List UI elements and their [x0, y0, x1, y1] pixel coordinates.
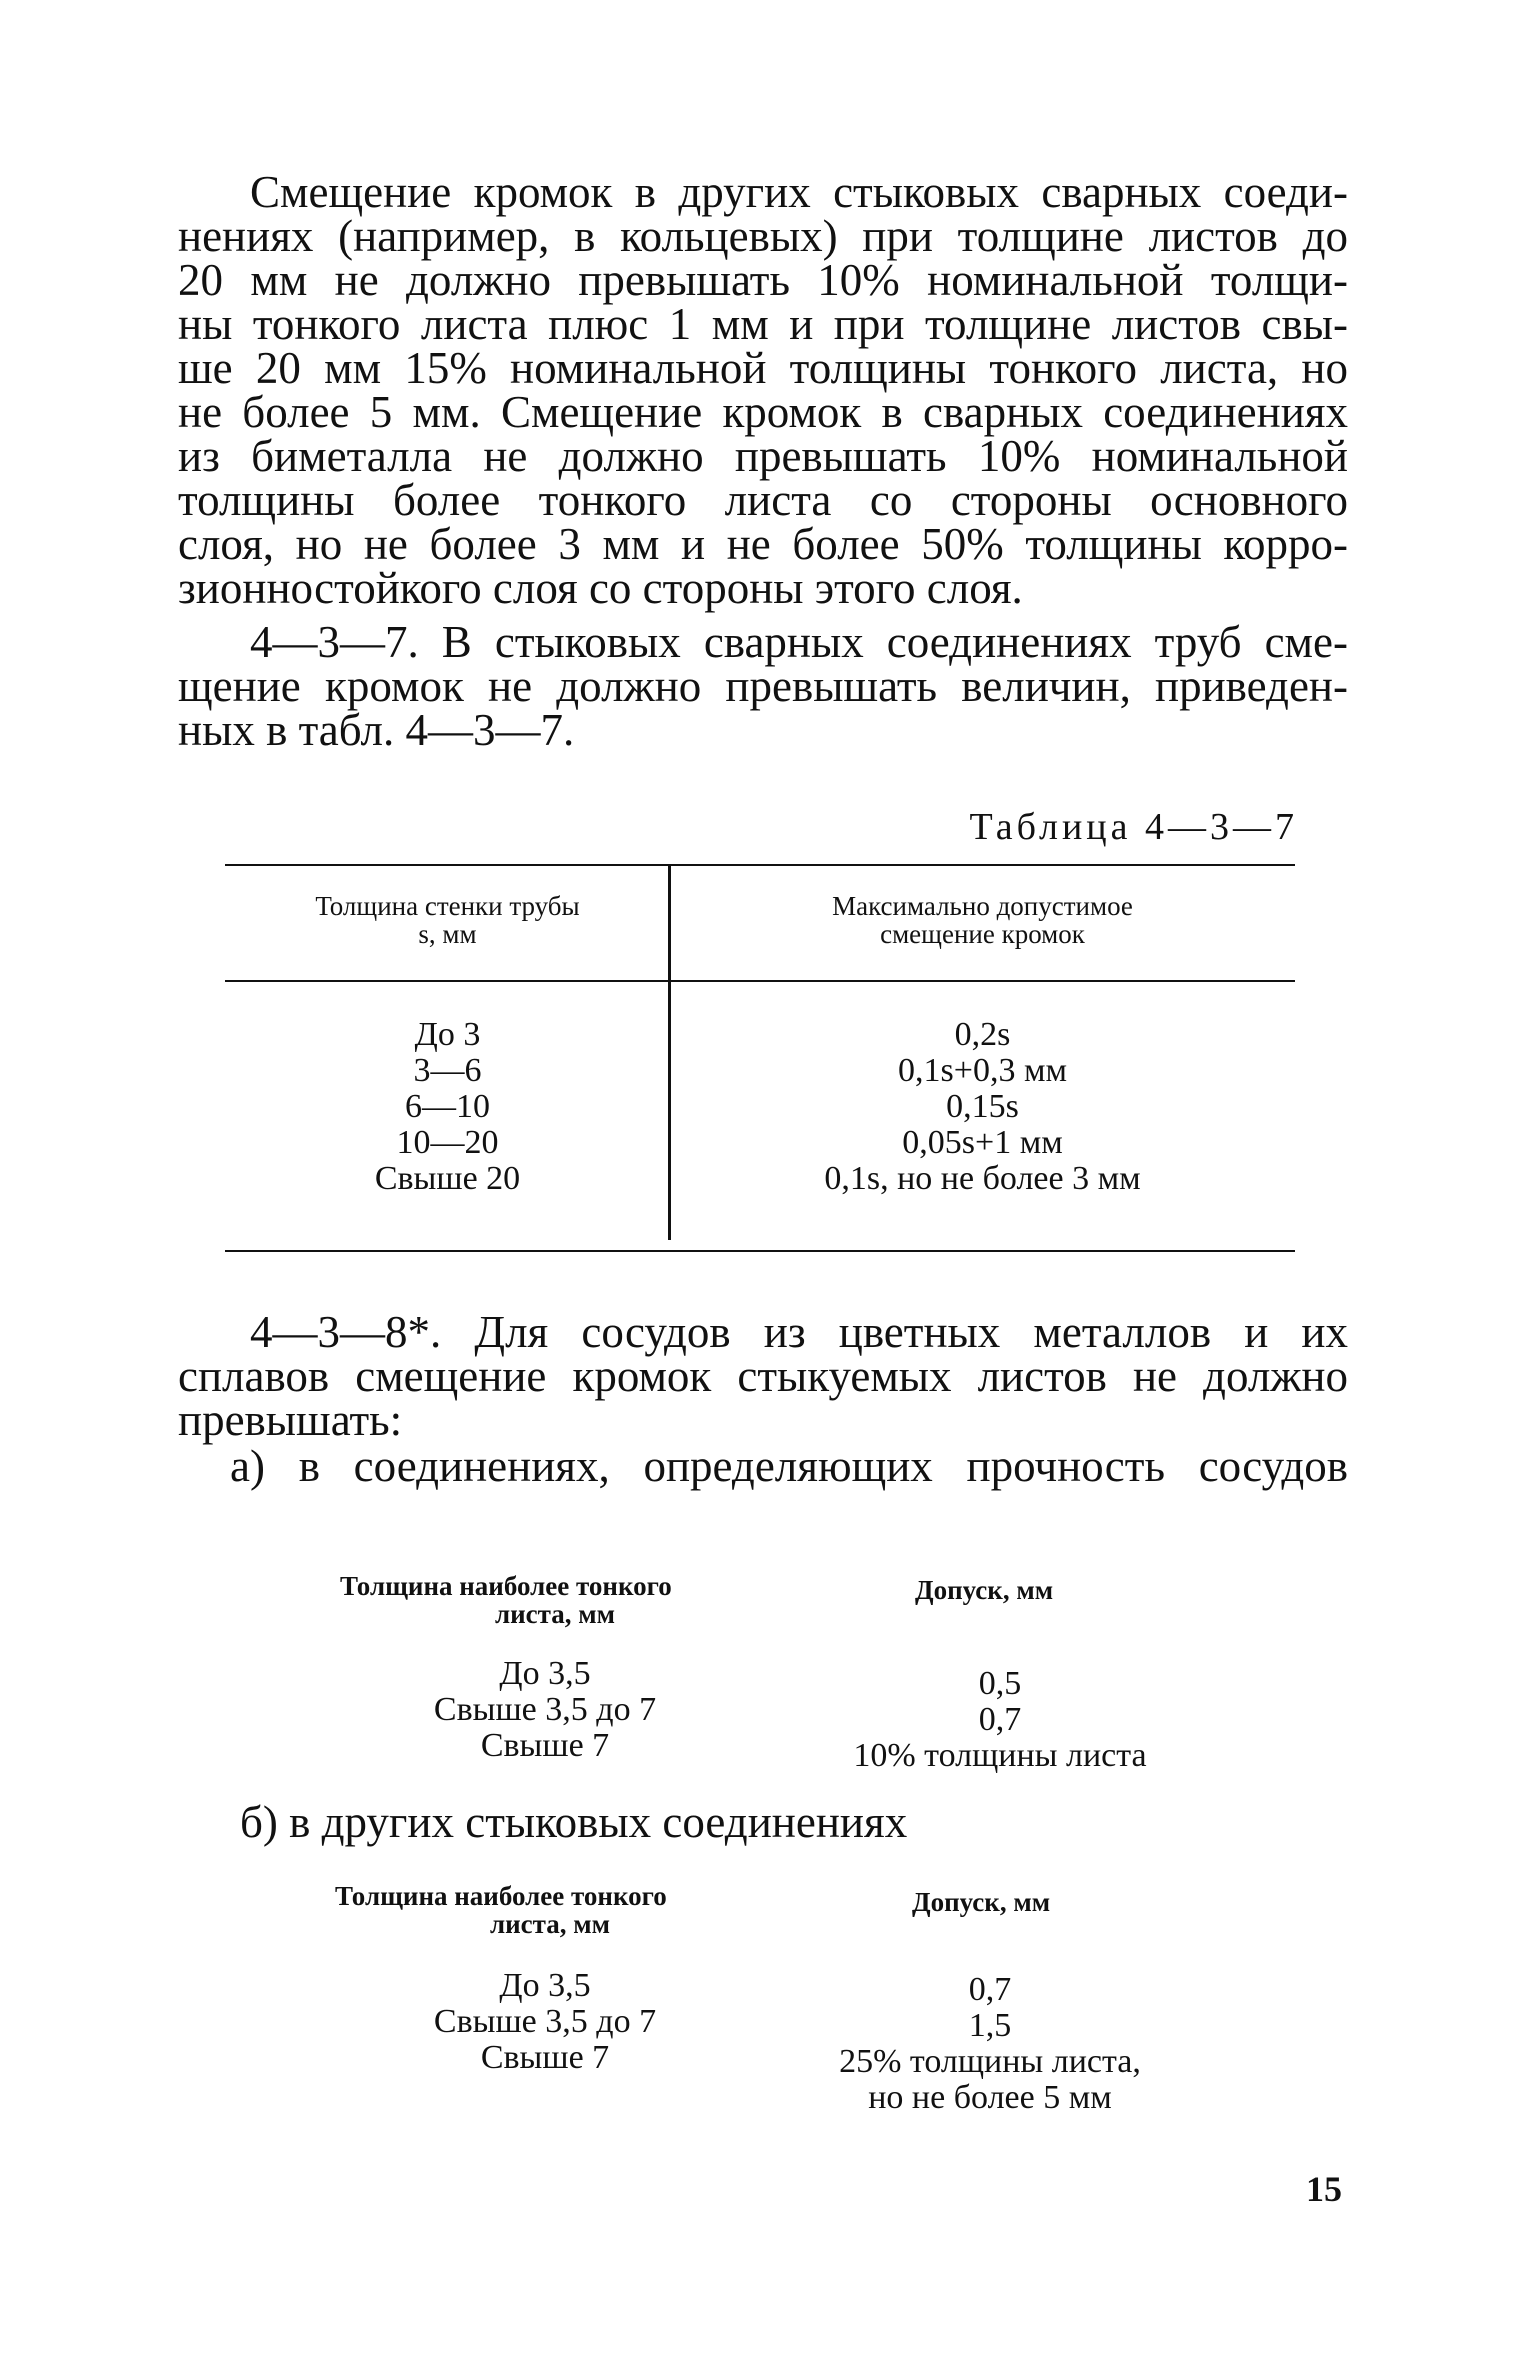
text-line: 20 мм не должно превышать 10% номинальной толщи-	[178, 255, 1348, 305]
table-title: Таблица 4—3—7	[969, 806, 1298, 848]
text-line: слоя, но не более 3 мм и не более 50% толщины корро-	[178, 519, 1348, 569]
table-cell: 3—6	[413, 1052, 482, 1089]
text-line: б) в других стыковых соединениях	[240, 1797, 908, 1847]
clause-4-3-8	[178, 1307, 1348, 1445]
table-cell: 0,1s, но не более 3 мм	[824, 1160, 1141, 1197]
table-a-thickness-column	[395, 1656, 695, 1764]
table-header-offset: Максимально допустимое смещение кромок	[832, 891, 1133, 949]
table-cell: 0,5	[978, 1665, 1022, 1702]
table-column-divider	[668, 866, 671, 1240]
table-cell: 0,15s	[946, 1088, 1019, 1125]
table-cell: 0,2s	[954, 1016, 1011, 1053]
table-cell: Свыше 20	[374, 1160, 521, 1197]
table-cell: 0,05s+1 мм	[902, 1124, 1063, 1161]
table-cell: 0,7	[978, 1701, 1022, 1738]
table-header-thickness: Толщина стенки трубы s, мм	[315, 891, 580, 949]
table-offset-column	[675, 1017, 1290, 1197]
table-cell: До 3,5	[499, 1655, 591, 1692]
table-b-header-thickness: Толщина наиболее тонкого листа, мм	[335, 1881, 667, 1939]
text-line: Смещение кромок в других стыковых сварных соеди-	[250, 167, 1348, 217]
table-b-tolerance-column	[800, 1972, 1180, 2116]
table-cell: 6—10	[405, 1088, 490, 1125]
table-cell: 25% толщины листа,	[839, 2043, 1141, 2080]
text-line: ных в табл. 4—3—7.	[178, 705, 575, 755]
table-cell: 0,7	[968, 1971, 1012, 2008]
text-line: нениях (например, в кольцевых) при толщине листов до	[178, 211, 1348, 261]
text-line: 4—3—8*. Для сосудов из цветных металлов и их	[250, 1307, 1348, 1357]
table-cell: но не более 5 мм	[868, 2079, 1112, 2116]
table-cell: 10—20	[396, 1124, 499, 1161]
table-cell: Свыше 3,5 до 7	[433, 2003, 657, 2040]
text-line: ны тонкого листа плюс 1 мм и при толщине листов свы-	[178, 299, 1348, 349]
item-a	[230, 1441, 1348, 1491]
text-line: превышать:	[178, 1395, 403, 1445]
table-cell: До 3,5	[499, 1967, 591, 2004]
table-cell: 10% толщины листа	[853, 1737, 1147, 1774]
text-line: сплавов смещение кромок стыкуемых листов не должно	[178, 1351, 1348, 1401]
table-thickness-column	[230, 1017, 665, 1197]
table-cell: 0,1s+0,3 мм	[898, 1052, 1067, 1089]
page-number: 15	[1306, 2169, 1342, 2209]
table-cell: 1,5	[968, 2007, 1012, 2044]
table-header-rule	[225, 980, 1295, 982]
text-line: не более 5 мм. Смещение кромок в сварных соединениях	[178, 387, 1348, 437]
text-line: из биметалла не должно превышать 10% номинальной	[178, 431, 1348, 481]
table-cell: Свыше 7	[480, 2039, 610, 2076]
text-line: а) в соединениях, определяющих прочность сосудов	[230, 1441, 1348, 1491]
intro-paragraph	[178, 167, 1348, 613]
table-cell: Свыше 7	[480, 1727, 610, 1764]
text-line: щение кромок не должно превышать величин, приведен-	[178, 661, 1348, 711]
text-line: ше 20 мм 15% номинальной толщины тонкого листа, но	[178, 343, 1348, 393]
table-cell: Свыше 3,5 до 7	[433, 1691, 657, 1728]
table-a-header-thickness: Толщина наиболее тонкого листа, мм	[340, 1571, 672, 1629]
table-top-rule	[225, 864, 1295, 866]
clause-4-3-7	[178, 617, 1348, 755]
text-line: зионностойкого слоя со стороны этого слоя.	[178, 563, 1023, 613]
table-cell: До 3	[414, 1016, 481, 1053]
table-a-tolerance-column	[815, 1666, 1185, 1774]
table-bottom-rule	[225, 1250, 1295, 1252]
item-b	[240, 1797, 1340, 1847]
table-b-thickness-column	[395, 1968, 695, 2076]
table-b-header-tolerance: Допуск, мм	[912, 1887, 1051, 1917]
text-line: толщины более тонкого листа со стороны основного	[178, 475, 1348, 525]
table-a-header-tolerance: Допуск, мм	[915, 1575, 1054, 1605]
text-line: 4—3—7. В стыковых сварных соединениях труб сме-	[250, 617, 1348, 667]
